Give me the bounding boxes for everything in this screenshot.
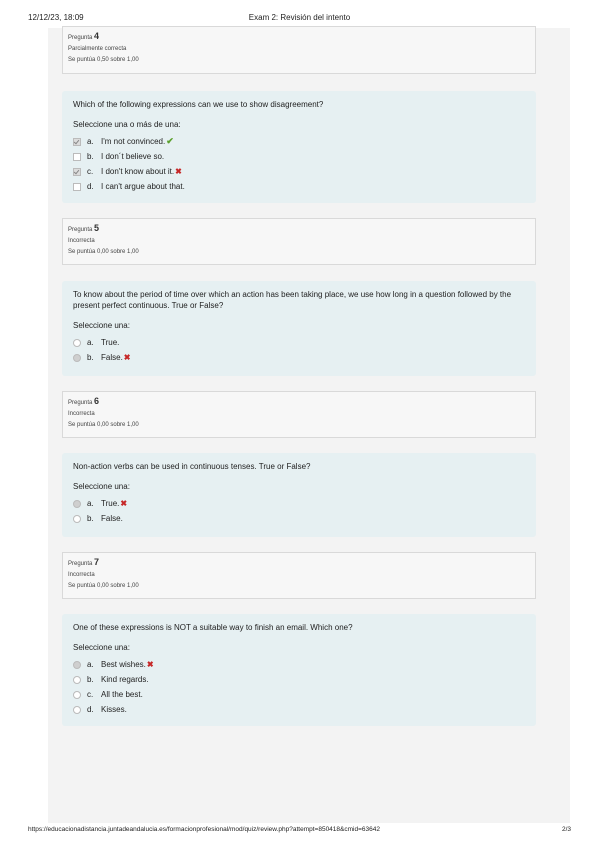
- check-mark-icon: ✔: [166, 136, 174, 146]
- question-status: Parcialmente correcta: [68, 46, 127, 52]
- radio-button[interactable]: [73, 676, 81, 684]
- radio-button-selected[interactable]: [73, 500, 81, 508]
- question-4-card: [62, 91, 536, 203]
- option-text: False.: [101, 353, 123, 362]
- question-label: Pregunta: [68, 227, 93, 233]
- answer-option[interactable]: a. I'm not convinced. ✔: [73, 134, 525, 149]
- checkbox-checked[interactable]: [73, 138, 81, 146]
- checkbox[interactable]: [73, 183, 81, 191]
- print-title: Exam 2: Revisión del intento: [248, 13, 351, 22]
- answer-option[interactable]: b. I don´t believe so.: [73, 149, 525, 164]
- option-text: I don´t believe so.: [101, 152, 165, 161]
- question-7-card: [62, 614, 536, 726]
- question-label: Pregunta: [68, 400, 93, 406]
- cross-mark-icon: ✖: [146, 660, 154, 669]
- cross-mark-icon: ✖: [123, 353, 131, 362]
- option-text: Kisses.: [101, 705, 127, 714]
- option-text: I can't argue about that.: [101, 182, 185, 191]
- answer-prompt: Seleccione una:: [73, 482, 130, 491]
- question-status: Incorrecta: [68, 411, 95, 417]
- question-6-info: [62, 391, 536, 438]
- option-text: True.: [101, 338, 120, 347]
- checkbox[interactable]: [73, 153, 81, 161]
- print-date: 12/12/23, 18:09: [28, 13, 84, 22]
- question-number: 5: [94, 223, 100, 233]
- question-number: 6: [94, 396, 100, 406]
- print-header: [28, 13, 571, 25]
- page-url: https://educacionadistancia.juntadeandalucia.es/formacionprofesional/mod/quiz/review.php?attempt=850418&cmid=63642: [28, 826, 380, 833]
- cross-mark-icon: ✖: [120, 499, 128, 508]
- option-text: I'm not convinced.: [101, 137, 166, 146]
- question-label: Pregunta: [68, 561, 93, 567]
- answer-option[interactable]: d. I can't argue about that.: [73, 179, 525, 194]
- question-text: To know about the period of time over which an action has been taking place, we use how long in a question followed by the present perfect continuous. True or False?: [73, 290, 512, 310]
- page-number: 2/3: [561, 826, 571, 833]
- answer-option[interactable]: c. I don't know about it. ✖: [73, 164, 525, 179]
- option-text: I don't know about it.: [101, 167, 175, 176]
- radio-button[interactable]: [73, 706, 81, 714]
- radio-button[interactable]: [73, 691, 81, 699]
- question-5-info: [62, 218, 536, 265]
- answer-option[interactable]: d. Kisses.: [73, 702, 525, 717]
- question-number: 7: [94, 557, 100, 567]
- answer-option[interactable]: a. True.: [73, 335, 525, 350]
- option-text: Kind regards.: [101, 675, 149, 684]
- radio-button-selected[interactable]: [73, 354, 81, 362]
- question-number: 4: [94, 31, 100, 41]
- radio-button[interactable]: [73, 515, 81, 523]
- option-text: False.: [101, 514, 123, 523]
- question-score: Se puntúa 0,00 sobre 1,00: [68, 583, 139, 589]
- checkbox-checked[interactable]: [73, 168, 81, 176]
- answer-option[interactable]: b. False. ✖: [73, 350, 525, 365]
- radio-button-selected[interactable]: [73, 661, 81, 669]
- question-4-info: [62, 26, 536, 74]
- question-label: Pregunta: [68, 35, 93, 41]
- option-text: All the best.: [101, 690, 143, 699]
- answer-option[interactable]: c. All the best.: [73, 687, 525, 702]
- cross-mark-icon: ✖: [175, 167, 182, 176]
- question-score: Se puntúa 0,00 sobre 1,00: [68, 422, 139, 428]
- option-text: True.: [101, 499, 120, 508]
- option-text: Best wishes.: [101, 660, 146, 669]
- question-5-card: [62, 281, 536, 376]
- answer-prompt: Seleccione una o más de una:: [73, 120, 181, 129]
- question-status: Incorrecta: [68, 572, 95, 578]
- answer-option[interactable]: a. True. ✖: [73, 496, 525, 511]
- question-text: One of these expressions is NOT a suitable way to finish an email. Which one?: [73, 623, 353, 632]
- radio-button[interactable]: [73, 339, 81, 347]
- question-score: Se puntúa 0,50 sobre 1,00: [68, 57, 139, 63]
- question-6-card: [62, 453, 536, 537]
- answer-option[interactable]: b. False.: [73, 511, 525, 526]
- question-7-info: [62, 552, 536, 599]
- answer-prompt: Seleccione una:: [73, 643, 130, 652]
- question-status: Incorrecta: [68, 238, 95, 244]
- question-text: Non-action verbs can be used in continuous tenses. True or False?: [73, 462, 311, 471]
- answer-prompt: Seleccione una:: [73, 321, 130, 330]
- question-score: Se puntúa 0,00 sobre 1,00: [68, 249, 139, 255]
- question-text: Which of the following expressions can we use to show disagreement?: [73, 100, 324, 109]
- answer-option[interactable]: b. Kind regards.: [73, 672, 525, 687]
- answer-option[interactable]: a. Best wishes. ✖: [73, 657, 525, 672]
- print-footer: [28, 826, 571, 836]
